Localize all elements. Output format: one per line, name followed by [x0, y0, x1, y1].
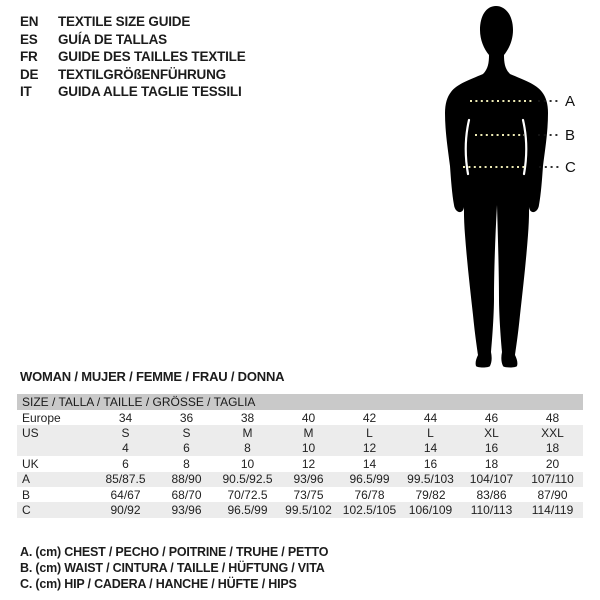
table-title: WOMAN / MUJER / FEMME / FRAU / DONNA — [20, 369, 285, 384]
table-cell: 76/78 — [354, 487, 385, 502]
table-cell: 73/75 — [293, 487, 324, 502]
measurement-legend — [20, 544, 328, 592]
table-row-label: B — [22, 487, 31, 502]
table-cell: 18 — [545, 441, 560, 456]
table-cell: XXL — [541, 426, 564, 441]
table-cell: 10 — [301, 441, 316, 456]
table-cell: 106/109 — [408, 503, 453, 518]
table-cell: 14 — [423, 441, 438, 456]
table-cell: M — [303, 426, 314, 441]
table-cell: 96.5/99 — [227, 503, 268, 518]
table-cell: 8 — [183, 456, 190, 471]
table-cell: 36 — [179, 410, 194, 425]
table-row — [17, 472, 583, 487]
table-row-label: UK — [22, 456, 39, 471]
woman-silhouette — [445, 6, 548, 368]
marker-c-label: C — [565, 159, 576, 176]
language-code: ES — [20, 31, 38, 47]
table-cell: 20 — [545, 456, 560, 471]
language-row — [20, 48, 246, 66]
table-cell: 68/70 — [171, 487, 202, 502]
table-cell: 90.5/92.5 — [222, 472, 273, 487]
language-code: DE — [20, 66, 39, 82]
language-code: FR — [20, 49, 38, 65]
language-title: GUIDA ALLE TAGLIE TESSILI — [58, 84, 242, 100]
table-cell: 48 — [545, 410, 560, 425]
table-cell: 93/96 — [293, 472, 324, 487]
table-cell: L — [366, 426, 373, 441]
table-cell: 6 — [122, 456, 129, 471]
table-row-label: C — [22, 503, 31, 518]
table-cell: 16 — [484, 441, 499, 456]
table-cell: 70/72.5 — [227, 487, 268, 502]
legend-line: C. (cm) HIP / CADERA / HANCHE / HÜFTE / HIPS — [20, 577, 297, 591]
table-cell: 107/110 — [531, 472, 574, 487]
table-cell: 10 — [240, 456, 255, 471]
table-cell: 99.5/103 — [407, 472, 454, 487]
language-title: TEXTILE SIZE GUIDE — [58, 14, 191, 30]
table-row-label: US — [22, 426, 39, 441]
table-cell: L — [427, 426, 434, 441]
table-cell: 85/87.5 — [105, 472, 146, 487]
marker-a-label: A — [565, 93, 576, 110]
table-cell: 12 — [301, 456, 316, 471]
language-title: GUIDE DES TAILLES TEXTILE — [58, 49, 246, 65]
table-row — [17, 441, 583, 456]
table-cell: 102.5/105 — [342, 503, 397, 518]
table-row — [17, 410, 583, 425]
language-title: TEXTILGRÖßENFÜHRUNG — [58, 66, 226, 82]
table-cell: M — [242, 426, 253, 441]
language-title: GUÍA DE TALLAS — [58, 31, 167, 47]
table-cell: 42 — [362, 410, 377, 425]
table-cell: 110/113 — [470, 503, 513, 518]
language-row — [20, 31, 246, 49]
size-table-header: SIZE / TALLA / TAILLE / GRÖSSE / TAGLIA — [17, 394, 583, 410]
table-cell: 79/82 — [415, 487, 446, 502]
marker-b-label: B — [565, 127, 576, 144]
table-cell: 18 — [484, 456, 499, 471]
table-cell: S — [121, 426, 130, 441]
language-row — [20, 66, 246, 84]
table-cell: 8 — [244, 441, 251, 456]
table-cell: 34 — [118, 410, 133, 425]
table-cell: 104/107 — [469, 472, 514, 487]
table-cell: 40 — [301, 410, 316, 425]
table-cell: 46 — [484, 410, 499, 425]
legend-line: A. (cm) CHEST / PECHO / POITRINE / TRUHE / PETTO — [20, 545, 329, 559]
size-table — [17, 394, 583, 518]
table-row — [17, 456, 583, 471]
table-cell: 114/119 — [531, 503, 574, 518]
table-cell: 96.5/99 — [349, 472, 390, 487]
table-cell: 38 — [240, 410, 255, 425]
language-row — [20, 83, 246, 101]
table-row-label: A — [22, 472, 31, 487]
table-cell: 6 — [183, 441, 190, 456]
table-row — [17, 487, 583, 502]
table-row — [17, 502, 583, 517]
size-table-body — [17, 410, 583, 518]
table-cell: 4 — [122, 441, 129, 456]
table-cell: 93/96 — [171, 503, 202, 518]
table-cell: 44 — [423, 410, 438, 425]
table-cell: XL — [484, 426, 499, 441]
table-cell: 12 — [362, 441, 377, 456]
table-cell: 99.5/102 — [285, 503, 332, 518]
table-cell: 83/86 — [476, 487, 507, 502]
language-code: EN — [20, 14, 39, 30]
language-title-list — [20, 13, 246, 101]
table-cell: 90/92 — [110, 503, 141, 518]
woman-silhouette-figure — [420, 0, 600, 385]
legend-line: B. (cm) WAIST / CINTURA / TAILLE / HÜFTUNG / VITA — [20, 561, 325, 575]
table-cell: 87/90 — [537, 487, 568, 502]
table-cell: 16 — [423, 456, 438, 471]
language-code: IT — [20, 84, 32, 100]
table-cell: 88/90 — [171, 472, 202, 487]
table-cell: 64/67 — [110, 487, 141, 502]
language-row — [20, 13, 246, 31]
table-cell: 14 — [362, 456, 377, 471]
table-row-label: Europe — [22, 410, 61, 425]
table-cell: S — [182, 426, 191, 441]
table-row — [17, 425, 583, 440]
